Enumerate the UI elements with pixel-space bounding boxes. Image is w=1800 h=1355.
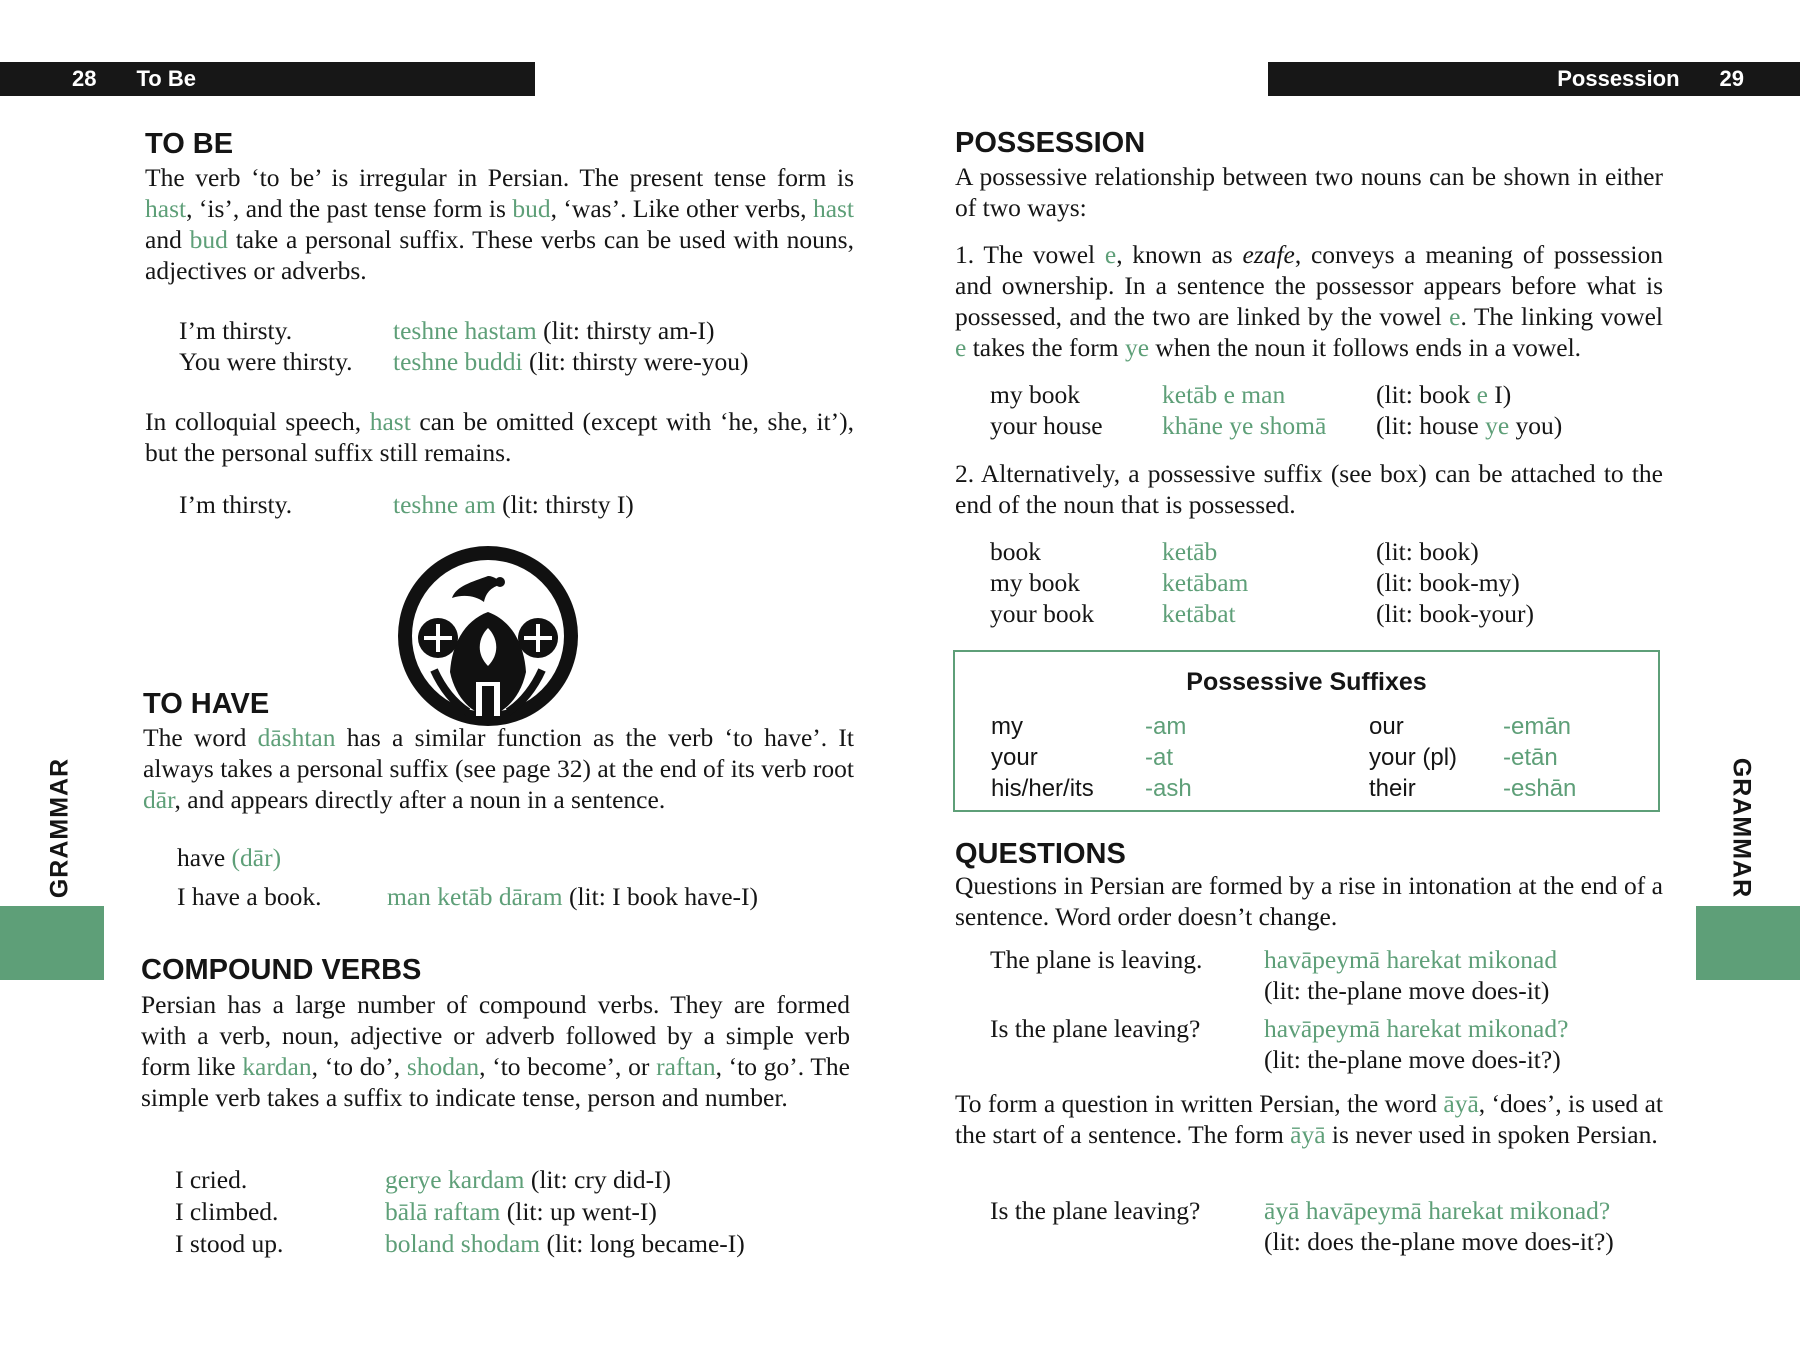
compound-verbs-paragraph bbox=[141, 989, 850, 1113]
italic-term: ezafe bbox=[1242, 240, 1295, 269]
example-persian: khāne ye shomā bbox=[1162, 411, 1327, 440]
to-be-paragraph-2 bbox=[145, 406, 854, 468]
persian-term: ye bbox=[1124, 333, 1150, 362]
possession-intro bbox=[955, 161, 1663, 223]
example-literal: (lit: book-your) bbox=[1376, 599, 1534, 628]
box-suffix: -eshān bbox=[1503, 775, 1577, 802]
text-run: , and appears directly after a noun in a sentence. bbox=[174, 785, 666, 814]
persian-term: e bbox=[1476, 380, 1488, 409]
box-pronoun: your bbox=[991, 744, 1038, 771]
possessive-suffixes-box bbox=[953, 650, 1660, 812]
text-run: , ‘to become’, or bbox=[479, 1052, 657, 1081]
heading-to-be: TO BE bbox=[145, 128, 234, 160]
text-run: , known as bbox=[1116, 240, 1243, 269]
example-english: I stood up. bbox=[175, 1229, 284, 1258]
text-run: , ‘to do’, bbox=[311, 1052, 407, 1081]
example-literal: (lit: I book have-I) bbox=[562, 882, 759, 911]
text-run: I) bbox=[1487, 380, 1512, 409]
example-persian: āyā havāpeymā harekat mikonad? bbox=[1264, 1196, 1611, 1225]
example-english: Is the plane leaving? bbox=[990, 1196, 1201, 1225]
box-title: Possessive Suffixes bbox=[1186, 668, 1427, 696]
heading-questions: QUESTIONS bbox=[955, 838, 1126, 870]
to-be-paragraph-1 bbox=[145, 162, 854, 286]
example-literal: (lit: book) bbox=[1376, 537, 1479, 566]
persian-term: bud bbox=[512, 194, 551, 223]
example-english: your house bbox=[990, 411, 1103, 440]
box-pronoun: my bbox=[991, 713, 1023, 740]
section-tab-label-left: GRAMMAR bbox=[45, 757, 74, 899]
heading-compound-verbs: COMPOUND VERBS bbox=[141, 954, 422, 986]
possession-point-2 bbox=[955, 458, 1663, 520]
persian-term: raftan bbox=[656, 1052, 716, 1081]
text-run: 1. The vowel bbox=[955, 240, 1105, 269]
example-english: The plane is leaving. bbox=[990, 945, 1203, 974]
persian-term: e bbox=[955, 333, 967, 362]
text-run: when the noun it follows ends in a vowel. bbox=[1149, 333, 1582, 362]
text-run: has a similar function as the verb ‘to have’. It always takes a personal suffix (see page 32) at the end of its verb root bbox=[143, 723, 854, 783]
example-literal: (lit: up went-I) bbox=[500, 1197, 657, 1226]
example-persian: teshne am bbox=[393, 490, 496, 519]
example-literal: (lit: does the-plane move does-it?) bbox=[1264, 1227, 1614, 1256]
example-literal: (lit: book-my) bbox=[1376, 568, 1520, 597]
box-suffix: -etān bbox=[1503, 744, 1558, 771]
example-persian: ketāb bbox=[1162, 537, 1218, 566]
page-header-left bbox=[0, 62, 535, 96]
example-persian: boland shodam bbox=[385, 1229, 541, 1258]
example-literal bbox=[1376, 410, 1562, 441]
text-run: 2. Alternatively, a possessive suffix (see box) can be attached to the end of the noun that is possessed. bbox=[955, 459, 1663, 519]
text-run: , ‘to go’. The simple verb takes a suffix to indicate tense, person and number. bbox=[141, 1052, 850, 1112]
text-run: . The linking vowel bbox=[1460, 302, 1663, 331]
text-run: takes the form bbox=[966, 333, 1125, 362]
persian-term: dāshtan bbox=[257, 723, 336, 752]
page-number-right: 29 bbox=[1719, 66, 1744, 91]
example-persian: teshne buddi bbox=[393, 347, 523, 376]
text-run: Persian has a large number of compound verbs. They are formed with a verb, noun, adjective or adverb followed by a simple verb form like bbox=[141, 990, 850, 1081]
running-title-right: Possession bbox=[1557, 66, 1680, 91]
text-run: In colloquial speech, bbox=[145, 407, 370, 436]
example-persian: havāpeymā harekat mikonad bbox=[1264, 945, 1558, 974]
example-english: your book bbox=[990, 599, 1095, 628]
text-run: , ‘was’. Like other verbs, bbox=[550, 194, 813, 223]
box-pronoun: their bbox=[1369, 775, 1416, 802]
text-run: (lit: book bbox=[1376, 380, 1477, 409]
example-persian: havāpeymā harekat mikonad? bbox=[1264, 1014, 1569, 1043]
persian-term: dār bbox=[143, 785, 175, 814]
text-run: and bbox=[145, 225, 190, 254]
box-suffix: -emān bbox=[1503, 713, 1572, 740]
example-persian: ketābat bbox=[1162, 599, 1236, 628]
example-english: I’m thirsty. bbox=[179, 490, 293, 519]
example-english: Is the plane leaving? bbox=[990, 1014, 1201, 1043]
text-run: , ‘does’, is used at the start of a sentence. The form bbox=[955, 1089, 1663, 1149]
text-run: is never used in spoken Persian. bbox=[1325, 1120, 1658, 1149]
decorative-bird-emblem-icon bbox=[394, 542, 582, 730]
text-run: can be omitted (except with ‘he, she, it’), but the personal suffix still remains. bbox=[145, 407, 854, 467]
text-run: Questions in Persian are formed by a rise in intonation at the end of a sentence. Word order doesn’t change. bbox=[955, 871, 1663, 931]
text-run: , ‘is’, and the past tense form is bbox=[186, 194, 513, 223]
persian-term: shodan bbox=[406, 1052, 480, 1081]
box-pronoun: his/her/its bbox=[991, 775, 1094, 802]
example-literal: (lit: the-plane move does-it?) bbox=[1264, 1045, 1561, 1074]
example-english: I’m thirsty. bbox=[179, 316, 293, 345]
text-run: A possessive relationship between two nouns can be shown in either of two ways: bbox=[955, 162, 1663, 222]
box-suffix: -at bbox=[1145, 744, 1174, 771]
section-tab-marker-left bbox=[0, 906, 104, 980]
example-literal: (lit: the-plane move does-it) bbox=[1264, 976, 1550, 1005]
example-persian: bālā raftam bbox=[385, 1197, 501, 1226]
box-suffix: -ash bbox=[1145, 775, 1192, 802]
have-root-row bbox=[177, 842, 281, 873]
example-english: my book bbox=[990, 568, 1080, 597]
page-header-right bbox=[1268, 62, 1800, 96]
possession-point-1 bbox=[955, 239, 1663, 363]
example-english: You were thirsty. bbox=[179, 347, 353, 376]
example-literal: (lit: thirsty am-I) bbox=[536, 316, 715, 345]
persian-term: āyā bbox=[1443, 1089, 1479, 1118]
persian-term: hast bbox=[369, 407, 411, 436]
example-persian: teshne hastam bbox=[393, 316, 537, 345]
persian-term: āyā bbox=[1290, 1120, 1326, 1149]
example-literal: (lit: thirsty were-you) bbox=[522, 347, 749, 376]
persian-term: hast bbox=[812, 194, 855, 223]
example-literal: (lit: thirsty I) bbox=[495, 490, 634, 519]
questions-paragraph-2 bbox=[955, 1088, 1663, 1150]
have-root-word: (dār) bbox=[231, 843, 282, 872]
example-english: I cried. bbox=[175, 1165, 248, 1194]
example-persian: ketābam bbox=[1162, 568, 1249, 597]
example-literal: (lit: cry did-I) bbox=[524, 1165, 672, 1194]
text-run: take a personal suffix. These verbs can be used with nouns, adjectives or adverbs. bbox=[145, 225, 854, 285]
persian-term: ye bbox=[1485, 411, 1510, 440]
example-persian: gerye kardam bbox=[385, 1165, 525, 1194]
example-english: I climbed. bbox=[175, 1197, 279, 1226]
persian-term: kardan bbox=[242, 1052, 312, 1081]
example-english: my book bbox=[990, 380, 1080, 409]
example-persian: ketāb e man bbox=[1162, 380, 1286, 409]
text-run: The word bbox=[143, 723, 258, 752]
example-literal: (lit: long became-I) bbox=[540, 1229, 745, 1258]
example-english: I have a book. bbox=[177, 882, 322, 911]
box-pronoun: your (pl) bbox=[1369, 744, 1458, 771]
example-literal bbox=[1376, 379, 1511, 410]
questions-paragraph-1 bbox=[955, 870, 1663, 932]
text-run: To form a question in written Persian, the word bbox=[955, 1089, 1444, 1118]
persian-term: hast bbox=[145, 194, 187, 223]
box-pronoun: our bbox=[1369, 713, 1404, 740]
example-persian: man ketāb dāram bbox=[387, 882, 563, 911]
persian-term: e bbox=[1449, 302, 1461, 331]
to-have-paragraph bbox=[143, 722, 854, 815]
text-run: , conveys a meaning of possession and ownership. In a sentence the possessor appears before what is possessed, and the two are linked by the vowel bbox=[955, 240, 1663, 331]
running-title-left: To Be bbox=[136, 66, 196, 91]
example-english: book bbox=[990, 537, 1041, 566]
persian-term: bud bbox=[189, 225, 228, 254]
heading-possession: POSSESSION bbox=[955, 127, 1146, 159]
heading-to-have: TO HAVE bbox=[143, 688, 270, 720]
section-tab-label-right: GRAMMAR bbox=[1727, 757, 1756, 899]
text-run: (lit: house bbox=[1376, 411, 1486, 440]
persian-term: e bbox=[1104, 240, 1117, 269]
text-run: The verb ‘to be’ is irregular in Persian. The present tense form is bbox=[145, 163, 854, 192]
have-label: have bbox=[177, 843, 232, 872]
page-number-left: 28 bbox=[72, 66, 97, 91]
section-tab-marker-right bbox=[1696, 906, 1800, 980]
text-run: you) bbox=[1509, 411, 1563, 440]
box-suffix: -am bbox=[1145, 713, 1187, 740]
